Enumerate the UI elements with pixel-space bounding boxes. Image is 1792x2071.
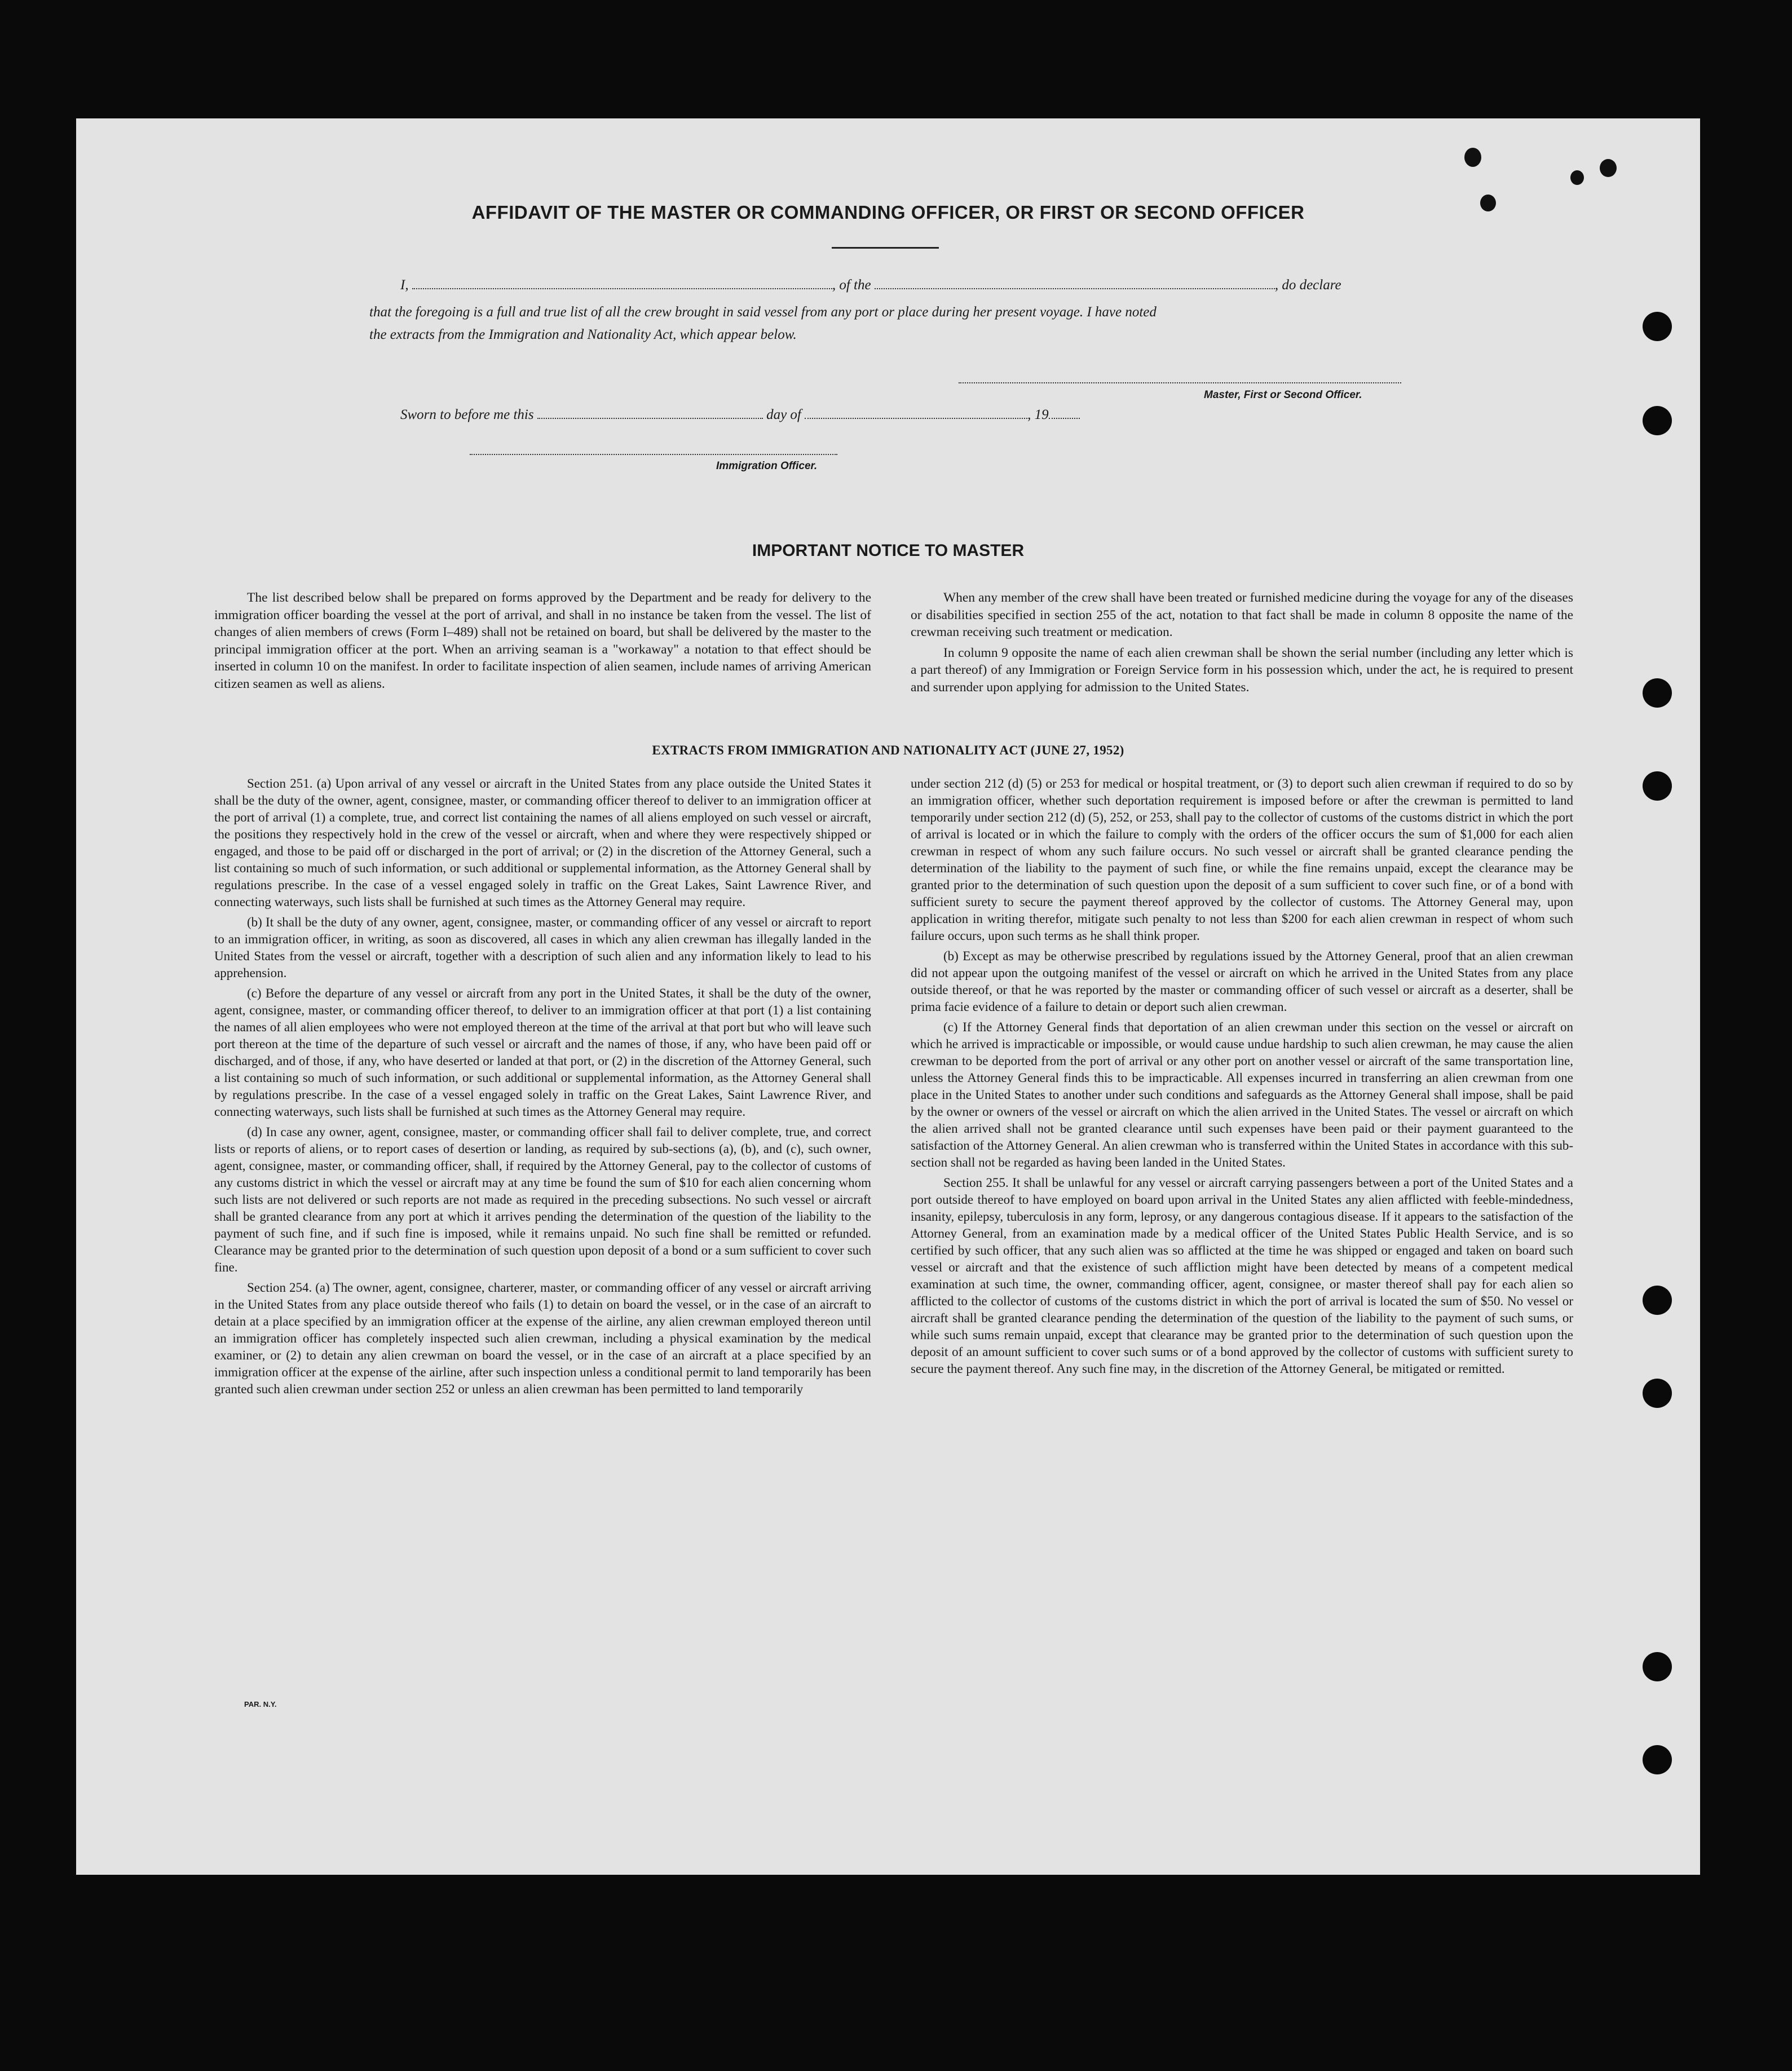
name-field[interactable] [412, 278, 832, 289]
binder-hole [1643, 1745, 1672, 1774]
decl-i: I, [400, 277, 409, 293]
binder-hole [1643, 406, 1672, 435]
title-underline [832, 247, 939, 249]
notice-left-text: The list described below shall be prepared on forms approved by the Department and be ready for delivery to the immigration officer boarding the vessel at the port of arrival, and shall in no instance be taken from the vessel. The list of changes of alien members of crews (Form I–489) shall not be retained on board, but shall be delivered by the master to the principal immigration officer at the port. When an arriving seaman is a "workaway" a notation to that effect should be inserted in column 10 on the manifest. In order to facilitate inspection of alien seamen, include names of arriving American citizen seamen as well as aliens. [214, 590, 871, 691]
master-signature-label: Master, First or Second Officer. [1204, 389, 1362, 401]
section-255: Section 255. It shall be unlawful for any vessel or aircraft carrying passengers between a port of the United States and a port outside thereof to have employed on board upon arrival in the United States any alien afflicted with feeble-mindedness, insanity, epilepsy, tuberculosis in any form, leprosy, or any dangerous contagious disease. If it appears to the satisfaction of the Attorney General, from an examination made by a medical officer of the United States Public Health Service, and is so certified by such officer, that any such alien was so afflicted at the time he was shipped or engaged and taken on board such vessel or aircraft and that the existence of such affliction might have been detected by means of a competent medical examination at such time, the owner, commanding officer, agent, consignee, or master thereof shall pay for each alien so afflicted to the collector of customs of the customs district in which the port of arrival is located the sum of $50. No vessel or aircraft shall be granted clearance pending the determination of the question of the liability to the payment of such sums, or while such sums remain unpaid, except that clearance may be granted prior to the determination of such question upon the deposit of an amount sufficient to cover such sums or of a bond approved by the collector of customs with sufficient surety to secure the payment thereof. Any such fine may, in the discretion of the Attorney General, be mitigated or remitted. [911, 1176, 1573, 1376]
decl-body-1: that the foregoing is a full and true list of all the crew brought in said vessel from any port or place during her present voyage. I have noted [369, 304, 1157, 320]
printer-mark: PAR. N.Y. [244, 1700, 277, 1708]
sworn-text: Sworn to before me this [400, 407, 534, 422]
staple-hole [1600, 159, 1617, 177]
extracts-right-column [911, 775, 1573, 1381]
section-251-d: (d) In case any owner, agent, consignee, master, or commanding officer shall fail to deliver complete, true, and correct lists or reports of aliens, or to report cases of desertion or landing, as required by sub-sections (a), (b), and (c), such owner, agent, consignee, master, or commanding officer, shall, if required by the Attorney General, pay to the collector of customs of any customs district in which the vessel or aircraft may at any time be found the sum of $10 for each alien concerning whom such lists are not delivered or such reports are not made as required in the preceding subsections. No such vessel or aircraft shall be granted clearance from any port at which it arrives pending the determination of the question of the liability to the payment of such fine, and if such fine is imposed, while it remains unpaid. No such fine shall be remitted or refunded. Clearance may be granted prior to the determination of such question upon deposit of a bond or a sum sufficient to cover such fine. [214, 1125, 871, 1274]
binder-hole [1643, 312, 1672, 341]
notice-right-column [911, 589, 1573, 699]
section-254-c: (c) If the Attorney General finds that deportation of an alien crewman under this section on the vessel or aircraft on which he arrived is impracticable or impossible, or would cause undue hardship to such alien crewman, he may cause the alien crewman to be deported from the port of arrival or any other port on another vessel or aircraft of the same transportation line, unless the Attorney General finds this to be impracticable. All expenses incurred in transferring an alien crewman from one place in the United States to another under such conditions and safeguards as the Attorney General shall impose, shall be paid by the owner or owners of the vessel or aircraft on which the alien arrived in the United States. The vessel or aircraft on which the alien arrived shall not be granted clearance until such expenses have been paid or their payment guaranteed to the satisfaction of the Attorney General. An alien crewman who is transferred within the United States in accordance with this sub-section shall not be regarded as having been landed in the United States. [911, 1020, 1573, 1169]
master-signature-line[interactable] [959, 382, 1401, 383]
extracts-left-column [214, 775, 871, 1401]
officer-signature-line[interactable] [470, 454, 837, 455]
section-254-b: (b) Except as may be otherwise prescribed by regulations issued by the Attorney General, proof that an alien crewman did not appear upon the outgoing manifest of the vessel or aircraft on which he arrived in the United States from any place outside thereof, or that he was reported by the master or commanding officer of such vessel or aircraft as a deserter, shall be prima facie evidence of a failure to detain or deport such alien crewman. [911, 949, 1573, 1014]
sworn-month-field[interactable] [805, 408, 1027, 419]
decl-body-2: the extracts from the Immigration and Nationality Act, which appear below. [369, 327, 797, 342]
sworn-line [400, 407, 1080, 423]
section-251-c: (c) Before the departure of any vessel or aircraft from any port in the United States, it shall be the duty of the owner, agent, consignee, master, or commanding officer thereof, to deliver to an immigration officer at that port (1) a list containing the names of all alien employees who were not employed thereon at the time of the arrival at that port but who will leave such port thereon at the time of the departure of such vessel or aircraft and the names of those, if any, who have been paid off or discharged, and of those, if any, who have deserted or landed at that port, or (2) in the discretion of the Attorney General, such a list containing so much of such information, or such additional or supplemental information, as the Attorney General shall by regulations prescribe. In the case of a vessel engaged solely in traffic on the Great Lakes, Saint Lawrence River, and connecting waterways, such lists shall be furnished at such times as the Attorney General may require. [214, 986, 871, 1119]
binder-hole [1643, 771, 1672, 801]
notice-right-text-1: When any member of the crew shall have been treated or furnished medicine during the voyage for any of the diseases or disabilities specified in section 255 of the act, notation to that fact shall be made in column 8 opposite the name of the crewman receiving such treatment or medication. [911, 590, 1573, 639]
section-254-a-cont: under section 212 (d) (5) or 253 for medical or hospital treatment, or (3) to deport such alien crewman if required to do so by an immigration officer, whether such deportation requirement is imposed before or after the crewman is permitted to land temporarily under section 212 (d) (5), 252, or 253, shall pay to the collector of customs of the customs district in which the port of arrival is located or in which the failure to comply with the orders of the officer occurs the sum of $1,000 for each alien crewman in respect of whom any such failure occurs. No such vessel or aircraft shall be granted clearance pending the determination of the liability to the payment of such fine, or while the fine remains unpaid, except the clearance may be granted prior to the determination of such question upon the deposit of a sum sufficient to cover such fine, or of a bond with sufficient surety to secure the payment thereof approved by the collector of customs. The Attorney General may, upon application in writing therefor, mitigate such penalty to not less than $200 for each alien crewman in respect of whom such failure occurs, upon such terms as he shall think proper. [911, 776, 1573, 943]
day-of-text: day of [766, 407, 801, 422]
staple-hole [1464, 148, 1481, 167]
sworn-day-field[interactable] [537, 408, 763, 419]
notice-heading: IMPORTANT NOTICE TO MASTER [752, 541, 1025, 560]
declaration-line [400, 277, 1341, 293]
decl-do-declare: , do declare [1274, 277, 1341, 293]
staple-hole [1480, 195, 1496, 211]
sworn-year-field[interactable] [1049, 408, 1080, 419]
year-text: , 19 [1027, 407, 1049, 422]
section-254-a: Section 254. (a) The owner, agent, consignee, charterer, master, or commanding officer of any vessel or aircraft arriving in the United States from any place outside thereof who fails (1) to detain on board the vessel, or in the case of an aircraft to detain at a place specified by an immigration officer at the expense of the airline, any alien crewman employed thereon until an immigration officer has completely inspected such alien crewman, including a physical examination by the medical examiner, or (2) to detain any alien crewman on board the vessel, or in the case of an aircraft at a place specified by an immigration officer at the expense of the airline, after such inspection unless a conditional permit to land temporarily has been granted such alien crewman under section 252 or unless an alien crewman has been permitted to land temporarily [214, 1280, 871, 1396]
binder-hole [1643, 1286, 1672, 1315]
affidavit-title: AFFIDAVIT OF THE MASTER OR COMMANDING OFFICER, OR FIRST OR SECOND OFFICER [471, 202, 1305, 223]
section-251-b: (b) It shall be the duty of any owner, agent, consignee, master, or commanding officer of any vessel or aircraft to report to an immigration officer, in writing, as soon as discovered, all cases in which any alien crewman has illegally landed in the United States from the vessel or aircraft, together with a description of such alien and any information likely to lead to his apprehension. [214, 915, 871, 980]
section-251-a: Section 251. (a) Upon arrival of any vessel or aircraft in the United States from any place outside the United States it shall be the duty of the owner, agent, consignee, master, or commanding officer thereof to deliver to an immigration officer at the port of arrival (1) a complete, true, and correct list containing the names of all aliens employed on such vessel or aircraft, the positions they respectively hold in the crew of the vessel or aircraft, when and where they were respectively shipped or engaged, and those to be paid off or discharged in the port of arrival; or (2) in the discretion of the Attorney General, such a list containing so much of such information, or such additional or supplemental information, as the Attorney General shall by regulations prescribe. In the case of a vessel engaged solely in traffic on the Great Lakes, Saint Lawrence River, and connecting waterways, such lists shall be furnished at such times as the Attorney General may require. [214, 776, 871, 909]
notice-left-column [214, 589, 871, 696]
staple-hole [1570, 170, 1584, 185]
officer-signature-label: Immigration Officer. [716, 460, 818, 472]
notice-right-text-2: In column 9 opposite the name of each alien crewman shall be shown the serial number (including any letter which is a part thereof) of any Immigration or Foreign Service form in his possession which, under the act, he is required to present and surrender upon applying for admission to the United States. [911, 645, 1573, 695]
binder-hole [1643, 1379, 1672, 1408]
extracts-heading: EXTRACTS FROM IMMIGRATION AND NATIONALITY ACT (JUNE 27, 1952) [652, 743, 1124, 757]
binder-hole [1643, 1652, 1672, 1681]
form-page [76, 118, 1700, 1875]
decl-of-the: , of the [832, 277, 871, 293]
vessel-field[interactable] [875, 278, 1275, 289]
binder-hole [1643, 678, 1672, 708]
